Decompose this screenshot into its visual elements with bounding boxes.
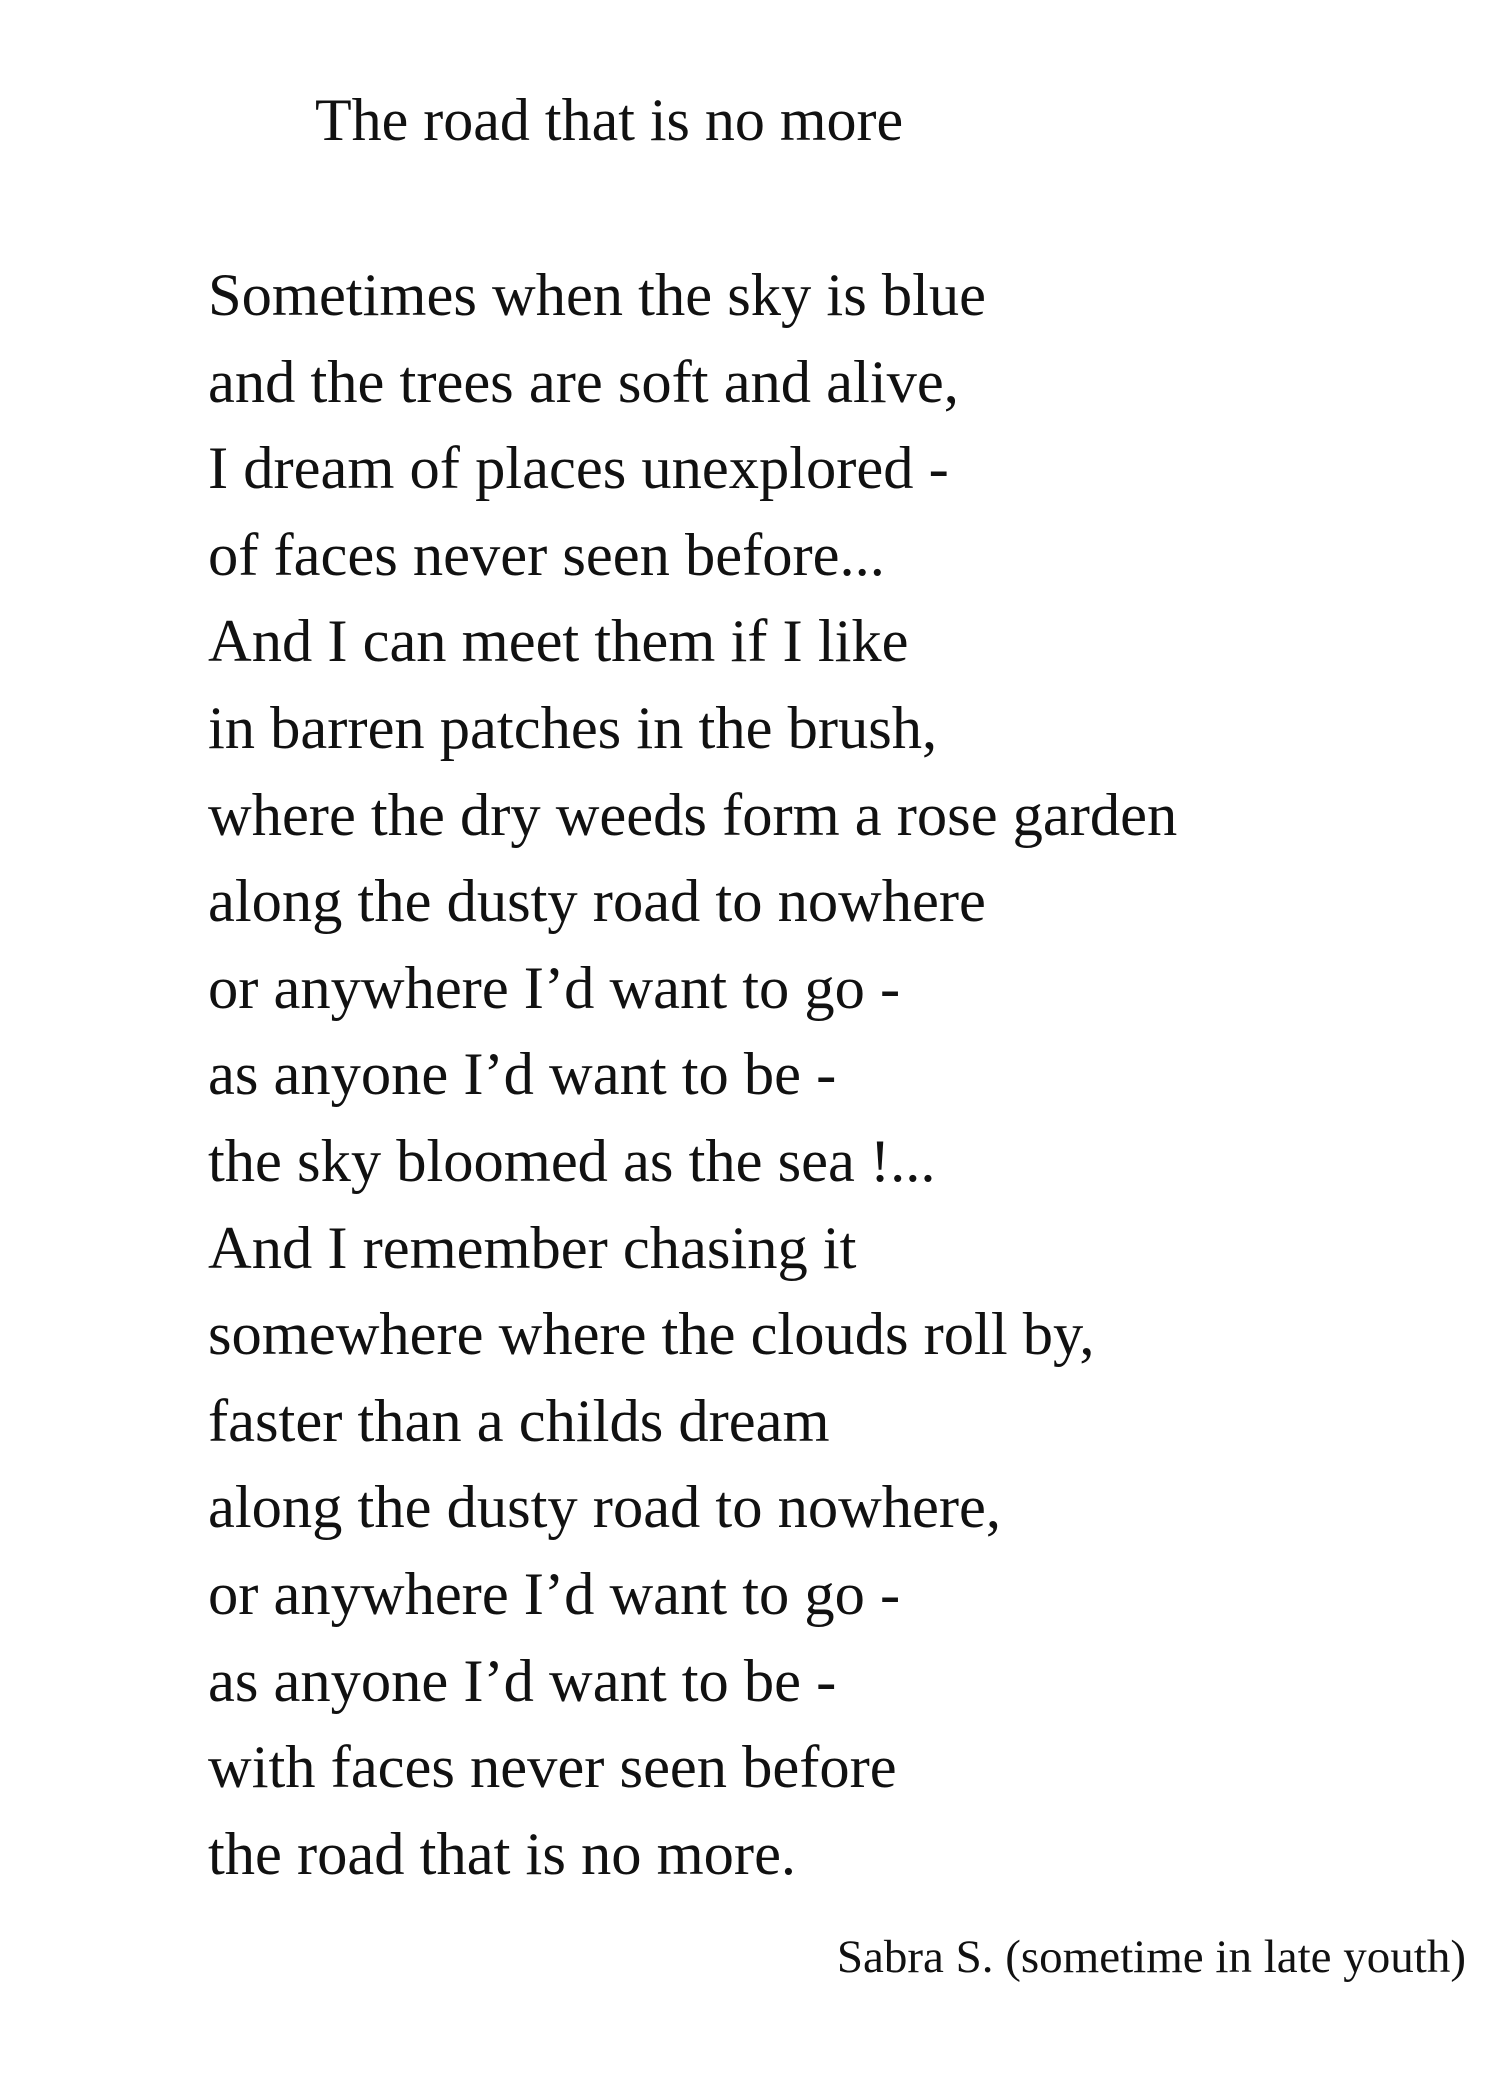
poem-line: And I remember chasing it [208, 1214, 857, 1282]
poem-line: the road that is no more. [208, 1820, 797, 1888]
poem-body [208, 253, 1177, 1898]
poem-line: as anyone I’d want to be - [208, 1041, 837, 1109]
poem-line: with faces never seen before [208, 1734, 897, 1802]
poem-line: and the trees are soft and alive, [208, 348, 959, 416]
author-signature: Sabra S. (sometime in late youth) [836, 1931, 1466, 1983]
poem-line: where the dry weeds form a rose garden [208, 781, 1178, 849]
poem-line: along the dusty road to nowhere, [208, 1474, 1002, 1542]
poem-line: Sometimes when the sky is blue [208, 262, 987, 329]
poem-line: or anywhere I’d want to go - [208, 954, 901, 1022]
poem-line: in barren patches in the brush, [208, 694, 938, 762]
poem-line: as anyone I’d want to be - [208, 1647, 837, 1715]
poem-line: somewhere where the clouds roll by, [208, 1301, 1095, 1369]
poem-title: The road that is no more [315, 87, 904, 153]
poem-line: And I can meet them if I like [208, 608, 909, 676]
poem-line: or anywhere I’d want to go - [208, 1560, 901, 1628]
poem-line: the sky bloomed as the sea !... [208, 1127, 936, 1195]
poem-line: along the dusty road to nowhere [208, 868, 986, 936]
poem-line: of faces never seen before... [208, 521, 885, 589]
poem-line: faster than a childs dream [208, 1387, 830, 1455]
poem-line: I dream of places unexplored - [208, 435, 949, 503]
